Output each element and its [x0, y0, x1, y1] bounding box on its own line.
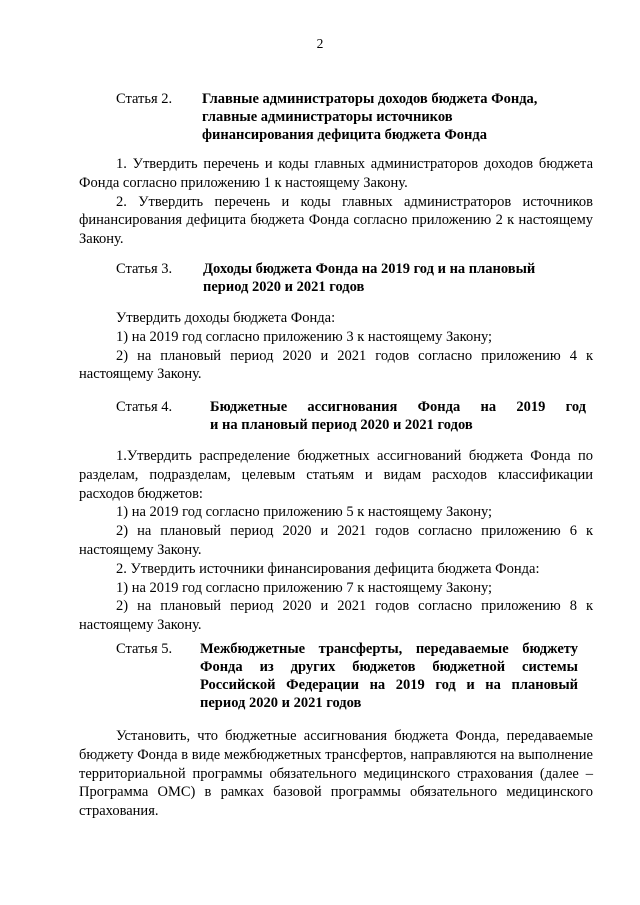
- paragraph: 1. Утвердить перечень и коды главных администраторов доходов бюджета Фонда согласно приложению 1 к настоящему Закону.: [79, 156, 593, 191]
- article-2-body: [79, 155, 593, 249]
- page-number: 2: [316, 36, 324, 51]
- paragraph: 2) на плановый период 2020 и 2021 годов согласно приложению 4 к настоящему Закону.: [79, 347, 593, 383]
- paragraph: 1.Утвердить распределение бюджетных ассигнований бюджета Фонда по разделам, подразделам, целевым статьям и видам расходов классификации расходов бюджетов:: [79, 448, 593, 502]
- article-label: Статья 2.: [116, 91, 173, 107]
- article-title: Бюджетные ассигнования Фонда на 2019 год и на плановый период 2020 и 2021 годов: [210, 399, 586, 433]
- article-title: Главные администраторы доходов бюджета Фонда, главные администраторы источников финансирования дефицита бюджета Фонда: [202, 91, 538, 143]
- paragraph: 2) на плановый период 2020 и 2021 годов согласно приложению 6 к настоящему Закону.: [79, 523, 593, 558]
- paragraph: 1) на 2019 год согласно приложению 5 к настоящему Закону;: [116, 504, 493, 521]
- article-3-body: [79, 309, 593, 384]
- paragraph: 1) на 2019 год согласно приложению 3 к настоящему Закону;: [116, 328, 493, 345]
- article-5-body: [79, 727, 593, 821]
- article-label: Статья 3.: [116, 261, 173, 277]
- article-title: Межбюджетные трансферты, передаваемые бюджету Фонда из других бюджетов бюджетной системы Российской Федерации на 2019 год и на плановый период 2020 и 2021 годов: [200, 641, 578, 711]
- paragraph: 2. Утвердить источники финансирования дефицита бюджета Фонда:: [116, 560, 540, 577]
- paragraph: 2. Утвердить перечень и коды главных администраторов источников финансирования дефицита бюджета Фонда согласно приложению 2 к настоящему Закону.: [79, 193, 593, 248]
- paragraph: 2) на плановый период 2020 и 2021 годов согласно приложению 8 к настоящему Закону.: [79, 598, 593, 634]
- article-title: Доходы бюджета Фонда на 2019 год и на плановый период 2020 и 2021 годов: [203, 261, 536, 295]
- article-label: Статья 5.: [116, 641, 173, 657]
- article-4-body: [79, 447, 593, 635]
- article-label: Статья 4.: [116, 399, 173, 415]
- paragraph: Утвердить доходы бюджета Фонда:: [116, 310, 336, 326]
- paragraph: Установить, что бюджетные ассигнования бюджета Фонда, передаваемые бюджету Фонда в виде межбюджетных трансфертов, направляются на выполнение территориальной программы обязательного медицинского страхования (далее – Программа ОМС) в рамках базовой программы обязательного медицинского страхования.: [79, 728, 593, 820]
- paragraph: 1) на 2019 год согласно приложению 7 к настоящему Закону;: [116, 579, 493, 596]
